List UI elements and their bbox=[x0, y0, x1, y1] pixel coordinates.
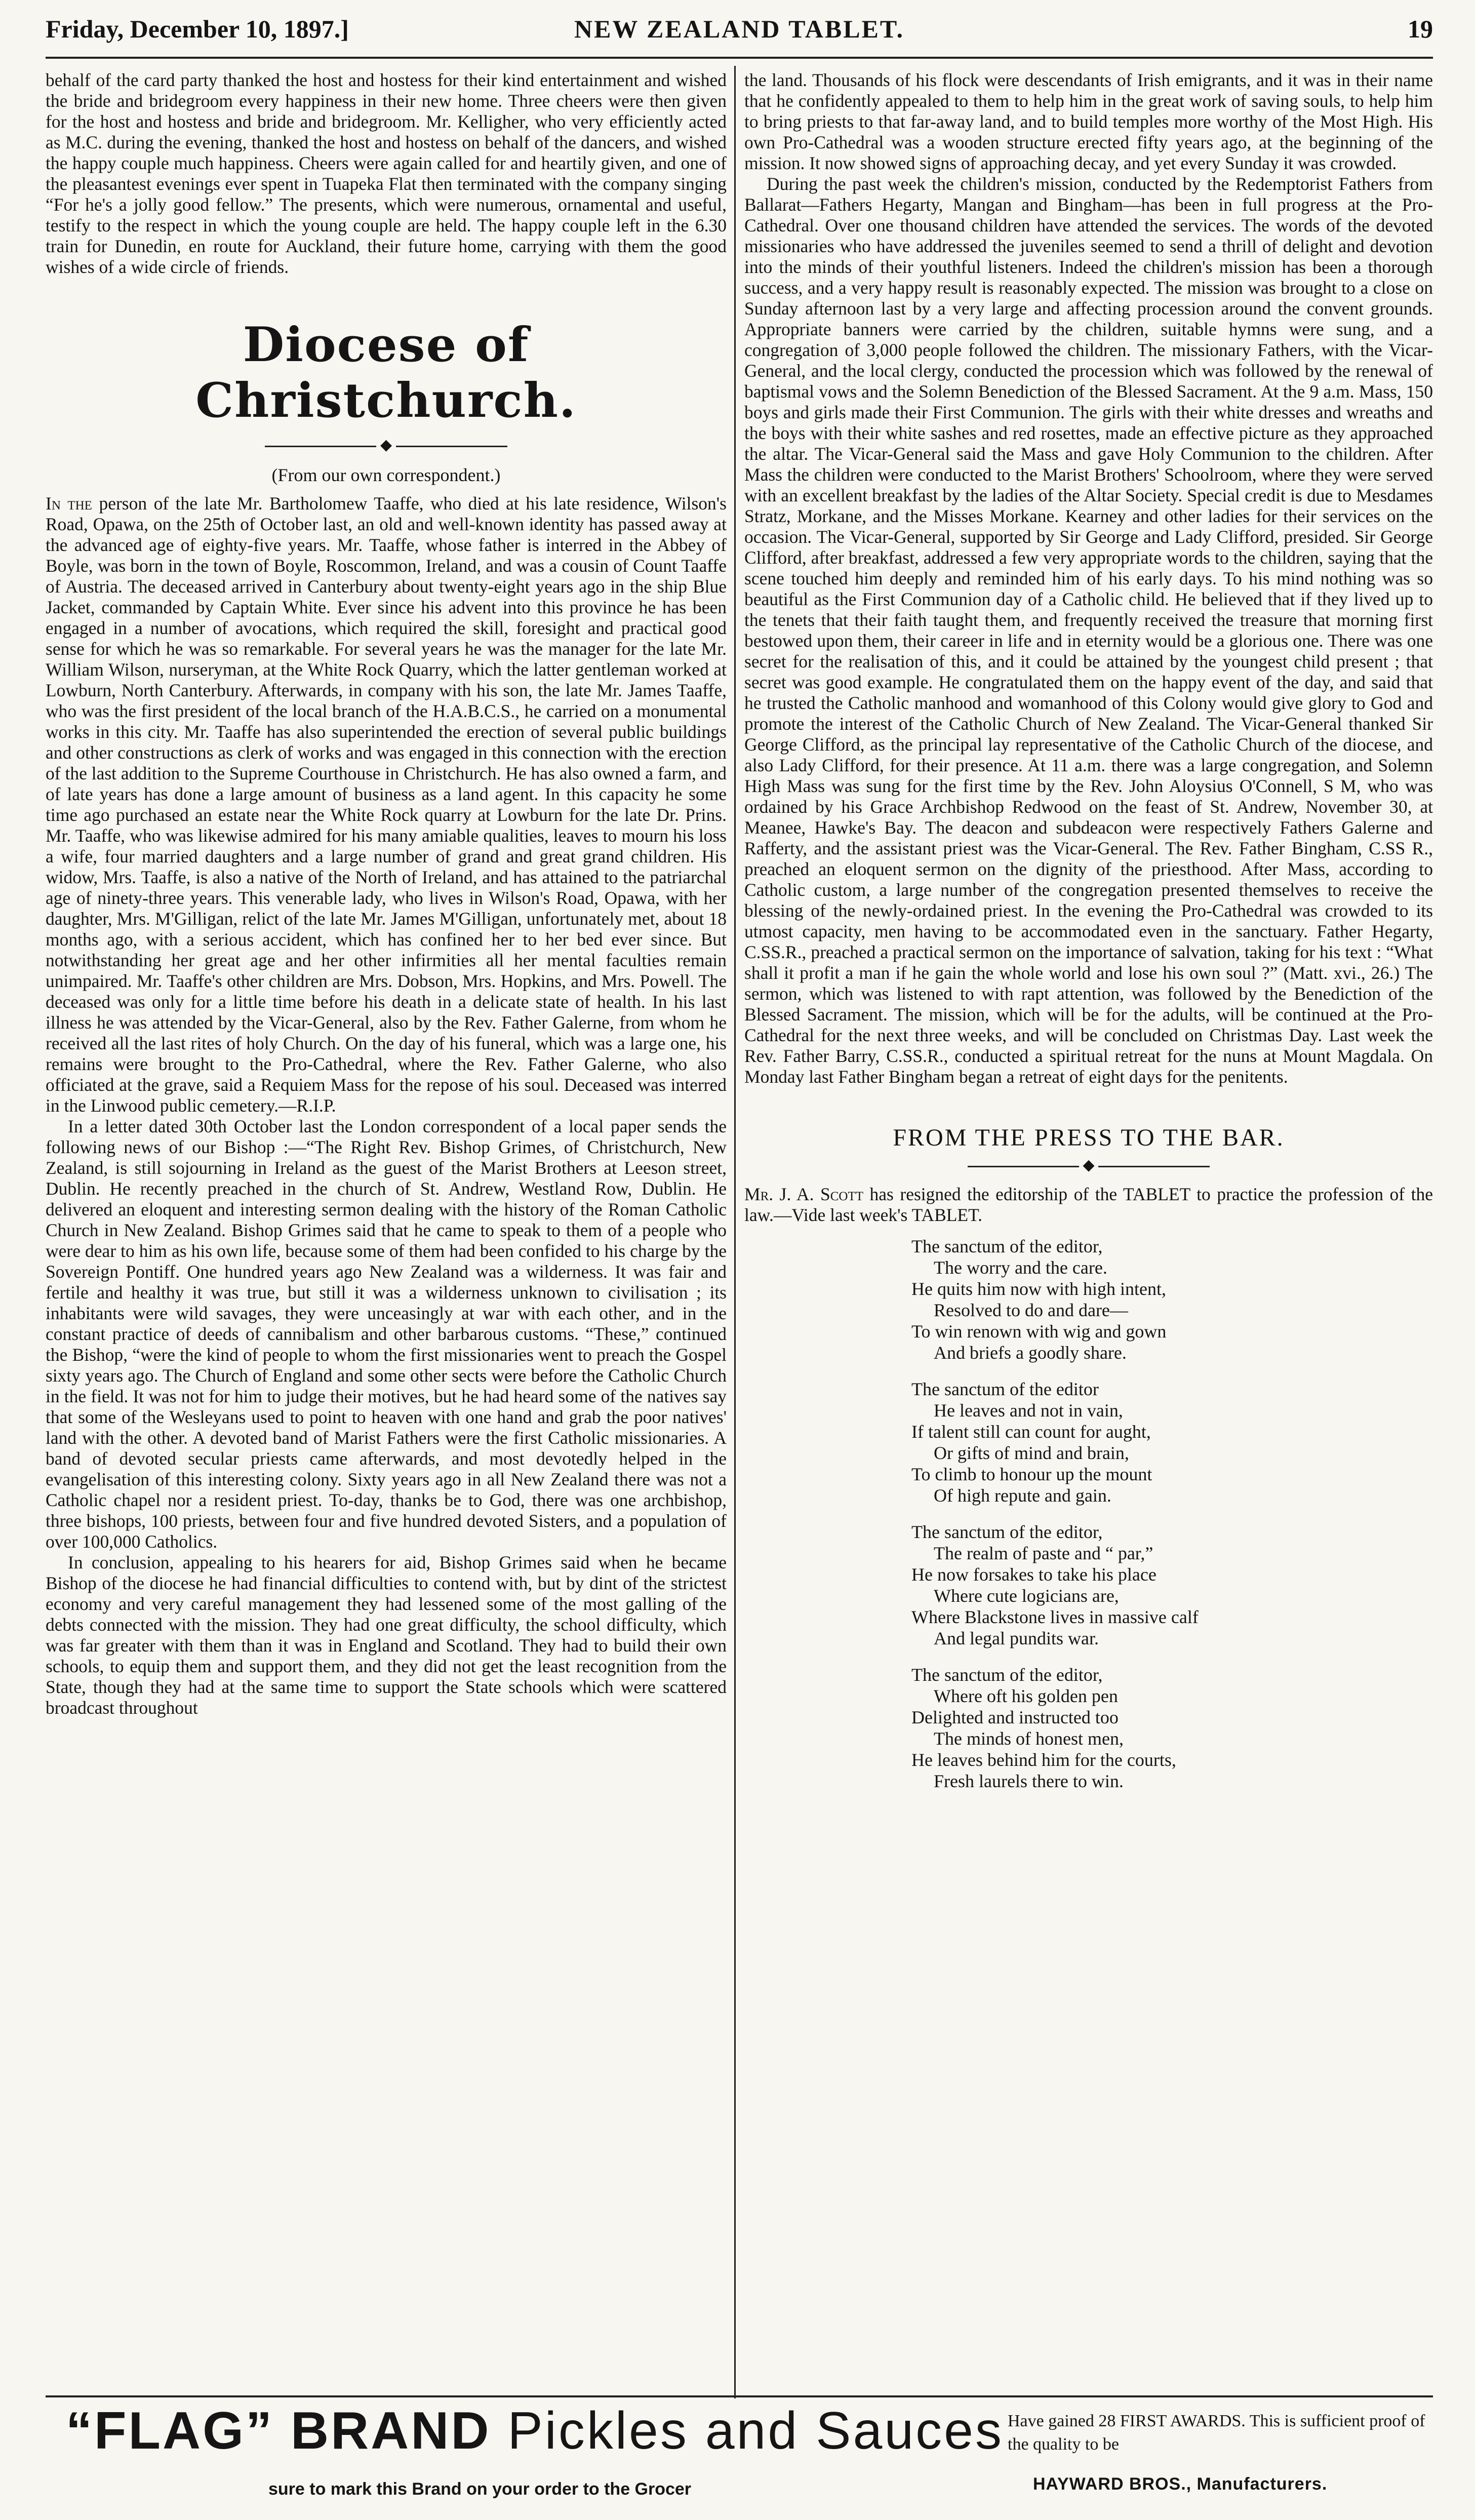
ad-awards: Have gained 28 FIRST AWARDS. This is sufficient proof of the quality to be bbox=[1008, 2412, 1425, 2454]
poem-line: Or gifts of mind and brain, bbox=[934, 1443, 1129, 1463]
mission-paragraph: During the past week the children's mission, conducted by the Redemptorist Fathers from Ballarat—Fathers Hegarty, Mangan and Bingham—has been in full progress at the Pro-Cathedral. Over one thousand children have attended the services. The words of the devoted missionaries who have addressed the juveniles seemed to send a thrill of delight and devotion into the minds of their youthful listeners. Indeed the children's mission has been a thorough success, and a very happy result is reasonably expected. The mission was brought to a close on Sunday afternoon last by a very large and affecting procession around the convent grounds. Appropriate banners were carried by the children, suitable hymns were sung, and a congregation of 3,000 people followed the children. The missionary Fathers, with the Vicar-General, and the local clergy, conducted the procession which was followed by the renewal of baptismal vows and the Solemn Benediction of the Blessed Sacrament. At the 9 a.m. Mass, 150 boys and girls made their First Communion. The girls with their white dresses and wreaths and the boys with their white sashes and red rosettes, made an effective picture as they approached the altar. The Vicar-General said the Mass and gave Holy Communion to the children. After Mass the children were conducted to the Marist Brothers' Schoolroom, where they were served with an excellent breakfast by the ladies of the Altar Society. Special credit is due to Mesdames Stratz, Morkane, and the Misses Morkane. Kearney and other ladies for their services on the occasion. The Vicar-General, supported by Sir George and Lady Clifford, presided. Sir George Clifford, after breakfast, addressed a few very appropriate words to the children, saying that the scene touched him deeply and reminded him of his early days. To his mind nothing was so beautiful as the First Communion day of a Catholic child. He believed that if they lived up to the tenets that their faith taught them, and frequently received the treasure that morning first bestowed upon them, their career in life and in eternity would be a glorious one. There was one secret for the realisation of this, and it could be attained by the youngest child present ; that secret was good example. He congratulated them on the happy event of the day, and said that he trusted the Catholic manhood and womanhood of this Colony would give glory to God and promote the interest of the Catholic Church of New Zealand. The Vicar-General thanked Sir George Clifford, as the principal lay representative of the Catholic Church of the diocese, and also Lady Clifford, for their presence. At 11 a.m. there was a large congregation, and Solemn High Mass was sung for the first time by the Rev. John Aloysius O'Connell, S M, who was ordained by his Grace Archbishop Redwood on the feast of St. Andrew, November 30, at Meanee, Hawke's Bay. The deacon and subdeacon were respectively Fathers Galerne and Rafferty, and the assistant priest was the Vicar-General. The Rev. Father Bingham, C.SS R., preached an eloquent sermon on the dignity of the priesthood. After Mass, according to Catholic custom, a large number of the congregation presented themselves to receive the blessing of the newly-ordained priest. In the evening the Pro-Cathedral was crowded to its utmost capacity, men having to be accommodated even in the sanctuary. Father Hegarty, C.SS.R., preached a practical sermon on the importance of salvation, taking for his text : “What shall it profit a man if he gain the whole world and lose his own soul ?” (Matt. xvi., 26.) The sermon, which was listened to with rapt attention, was followed by the Benediction of the Blessed Sacrament. The mission, which will be for the adults, will be continued at the Pro-Cathedral for the next three weeks, and will be concluded on Christmas Day. Last week the Rev. Father Barry, C.SS.R., conducted a spiritual retreat for the nuns at Mount Magdala. On Monday last Father Bingham began a retreat of eight days for the penitents. bbox=[744, 174, 1433, 1087]
issue-date: Friday, December 10, 1897.] bbox=[46, 15, 349, 43]
continuation-paragraph: the land. Thousands of his flock were descendants of Irish emigrants, and it was in their name that he confidently appealed to them to help him in the great work of saving souls, to help him to bring priests to that far-away land, and to build temples more worthy of the Most High. His own Pro-Cathedral was a wooden structure erected fifty years ago, at the beginning of the mission. It now showed signs of approaching decay, and yet every Sunday it was crowded. bbox=[744, 70, 1433, 173]
masthead: NEW ZEALAND TABLET. bbox=[574, 15, 905, 43]
poem-stanza bbox=[911, 1664, 1433, 1792]
poem-line: He now forsakes to take his place bbox=[911, 1564, 1157, 1585]
poem-line: The sanctum of the editor, bbox=[911, 1665, 1103, 1685]
taaffe-text: person of the late Mr. Bartholomew Taaffe, who died at his late residence, Wilson's Road, Opawa, on the 25th of October last, an old and well-known identity has passed away at the advanced age of eighty-five years. Mr. Taaffe, whose father is interred in the Abbey of Boyle, was born in the town of Boyle, Roscommon, Ireland, and was a cousin of Count Taaffe of Austria. The deceased arrived in Canterbury about twenty-eight years ago in the ship Blue Jacket, commanded by Captain White. Ever since his advent into this province he has been engaged in a number of avocations, which required the skill, foresight and practical good sense for which he was so remarkable. For several years he was the manager for the late Mr. William Wilson, nurseryman, at the White Rock Quarry, which the latter gentleman worked at Lowburn, North Canterbury. Afterwards, in company with his son, the late Mr. James Taaffe, who was the first president of the local branch of the H.A.B.C.S., he carried on a monumental works in this city. Mr. Taaffe has also superintended the erection of several public buildings and other constructions as clerk of works and was engaged in this connection with the erection of the last addition to the Supreme Courthouse in Christchurch. He has also owned a farm, and of late years has done a large amount of business as a land agent. In this capacity he some time ago purchased an estate near the White Rock quarry at Lowburn for the late Dr. Prins. Mr. Taaffe, who was likewise admired for his many amiable qualities, leaves to mourn his loss a wife, four married daughters and a large number of grand and great grand children. His widow, Mrs. Taaffe, is also a native of the North of Ireland, and has attained to the patriarchal age of ninety-three years. This venerable lady, who lives in Wilson's Road, Opawa, with her daughter, Mrs. M'Gilligan, relict of the late Mr. James M'Gilligan, unfortunately met, about 18 months ago, with a serious accident, which has confined her to her bed ever since. But notwithstanding her great age and her other infirmities all her mental faculties remain unimpaired. Mr. Taaffe's other children are Mrs. Dobson, Mrs. Hopkins, and Mrs. Powell. The deceased was only for a little time before his death in a delicate state of health. In his last illness he was attended by the Vicar-General, also by the Rev. Father Galerne, from whom he received all the last rites of holy Church. On the day of his funeral, which was a large one, his remains were brought to the Pro-Cathedral, where the Rev. Father Galerne, who also officiated at the grave, said a Requiem Mass for the repose of his soul. Deceased was interred in the Linwood public cemetery.—R.I.P. bbox=[46, 493, 727, 1116]
footer-rule bbox=[46, 2395, 1433, 2397]
right-column bbox=[744, 70, 1433, 2393]
poem-line: Where oft his golden pen bbox=[934, 1686, 1118, 1706]
taaffe-lead: In the bbox=[46, 493, 92, 514]
poem-line: The realm of paste and “ par,” bbox=[934, 1543, 1153, 1563]
poem-line: The sanctum of the editor, bbox=[911, 1236, 1103, 1256]
poem-line: Delighted and instructed too bbox=[911, 1707, 1119, 1727]
conclusion-paragraph: In conclusion, appealing to his hearers for aid, Bishop Grimes said when he became Bishop of the diocese he had financial difficulties to contend with, but by dint of the strictest economy and very careful management they had lessened some of the most galling of the debts connected with the mission. They had one great difficulty, the school difficulty, which was far greater with them than it was in England and Scotland. They had to build their own schools, to equip them and support them, and they did not get the least recognition from the State, though they had at the same time to support the State schools which were scattered broadcast throughout bbox=[46, 1552, 727, 1718]
poem-line: To climb to honour up the mount bbox=[911, 1464, 1152, 1484]
taaffe-obituary bbox=[46, 493, 727, 1116]
section-title: Diocese of Christchurch. bbox=[195, 317, 577, 428]
header-rule bbox=[46, 57, 1433, 59]
product-name: Pickles and Sauces bbox=[507, 2401, 1004, 2460]
press-paragraph bbox=[744, 1184, 1433, 1226]
press-ornament: ◆ bbox=[744, 1157, 1433, 1174]
column-divider bbox=[734, 66, 736, 2398]
press-lead: Mr. J. A. Scott bbox=[744, 1184, 863, 1204]
poem-stanza bbox=[911, 1236, 1433, 1363]
poem-line: If talent still can count for aught, bbox=[911, 1422, 1151, 1442]
poem-line: Fresh laurels there to win. bbox=[934, 1771, 1124, 1791]
poem-line: He quits him now with high intent, bbox=[911, 1279, 1166, 1299]
ad-brand bbox=[66, 2400, 1004, 2461]
poem-stanza bbox=[911, 1521, 1433, 1649]
poem-line: The worry and the care. bbox=[934, 1257, 1107, 1278]
wedding-paragraph: behalf of the card party thanked the host and hostess for their kind entertainment and wished the bride and bridegroom every happiness in their new home. Three cheers were then given for the host and hostess and bride and bridegroom. Mr. Kelligher, who very efficiently acted as M.C. during the evening, thanked the host and hostess on behalf of the dancers, and wished the happy couple much happiness. Cheers were again called for and heartily given, and one of the pleasantest evenings ever spent in Tuapeka Flat then terminated with the company singing “For he's a jolly good fellow.” The presents, which were numerous, ornamental and useful, testify to the respect in which the young couple are held. The happy couple left in the 6.30 train for Dunedin, en route for Auckland, their future home, carrying with them the good wishes of a wide circle of friends. bbox=[46, 70, 727, 277]
left-column bbox=[46, 70, 727, 2393]
ad-maker: HAYWARD BROS., Manufacturers. bbox=[1033, 2474, 1328, 2494]
poem-line: Where cute logicians are, bbox=[934, 1586, 1119, 1606]
poem-line: Where Blackstone lives in massive calf bbox=[911, 1607, 1199, 1627]
ornament-divider: ◆ bbox=[46, 437, 727, 454]
byline: (From our own correspondent.) bbox=[271, 465, 501, 485]
poem-line: To win renown with wig and gown bbox=[911, 1321, 1167, 1342]
press-text: has resigned the editorship of the TABLET to practice the profession of the law.—Vide last week's TABLET. bbox=[744, 1184, 1433, 1225]
page-header bbox=[46, 14, 1433, 50]
poem-line: And briefs a goodly share. bbox=[934, 1343, 1127, 1363]
poem-line: Of high repute and gain. bbox=[934, 1485, 1111, 1506]
poem-line: Resolved to do and dare— bbox=[934, 1300, 1128, 1320]
ad-tagline: sure to mark this Brand on your order to the Grocer bbox=[268, 2479, 692, 2499]
poem-line: The minds of honest men, bbox=[934, 1728, 1124, 1749]
poem-line: And legal pundits war. bbox=[934, 1628, 1099, 1648]
advertisement bbox=[46, 2400, 1433, 2517]
poem-line: The sanctum of the editor bbox=[911, 1379, 1099, 1399]
brand-word: BRAND bbox=[290, 2401, 491, 2460]
poem-line: He leaves behind him for the courts, bbox=[911, 1750, 1176, 1770]
press-title: FROM THE PRESS TO THE BAR. bbox=[893, 1124, 1285, 1151]
poem-stanza bbox=[911, 1379, 1433, 1506]
bishop-paragraph: In a letter dated 30th October last the London correspondent of a local paper sends the following news of our Bishop :—“The Right Rev. Bishop Grimes, of Christchurch, New Zealand, is still sojourning in Ireland as the guest of the Marist Brothers at Leeson street, Dublin. He recently preached in the church of St. Andrew, Westland Row, Dublin. He delivered an eloquent and interesting sermon dealing with the history of the Roman Catholic Church in New Zealand. Bishop Grimes said that he came to speak to them of a people who were dear to him as his own life, because some of them had been confided to his charge by the Sovereign Pontiff. One hundred years ago New Zealand was a wilderness. It was fair and fertile and healthy it was true, but still it was a wilderness unknown to civilisation ; its inhabitants were wild savages, they were unceasingly at war with each other, and in the constant practice of deeds of cannibalism and other barbarous customs. “These,” continued the Bishop, “were the kind of people to whom the first missionaries went to preach the Gospel sixty years ago. The Church of England and some other sects were before the Catholic Church in the field. It was not for him to judge their motives, but he had heard some of the natives say that some of the Wesleyans used to point to heaven with one hand and grab the poor natives' land with the other. A devoted band of Marist Fathers were the first Catholic missionaries. A band of devoted secular priests came afterwards, and most devotedly helped in the evangelisation of this interesting colony. Sixty years ago in all New Zealand there was not a Catholic chapel nor a resident priest. To-day, thanks be to God, there was one archbishop, three bishops, 100 priests, between four and five hundred devoted Sisters, and a population of over 100,000 Catholics. bbox=[46, 1116, 727, 1552]
poem-line: The sanctum of the editor, bbox=[911, 1522, 1103, 1542]
poem bbox=[911, 1236, 1433, 1792]
poem-line: He leaves and not in vain, bbox=[934, 1400, 1123, 1421]
brand-quoted: “FLAG” bbox=[66, 2401, 274, 2460]
page-number: 19 bbox=[1408, 15, 1433, 43]
